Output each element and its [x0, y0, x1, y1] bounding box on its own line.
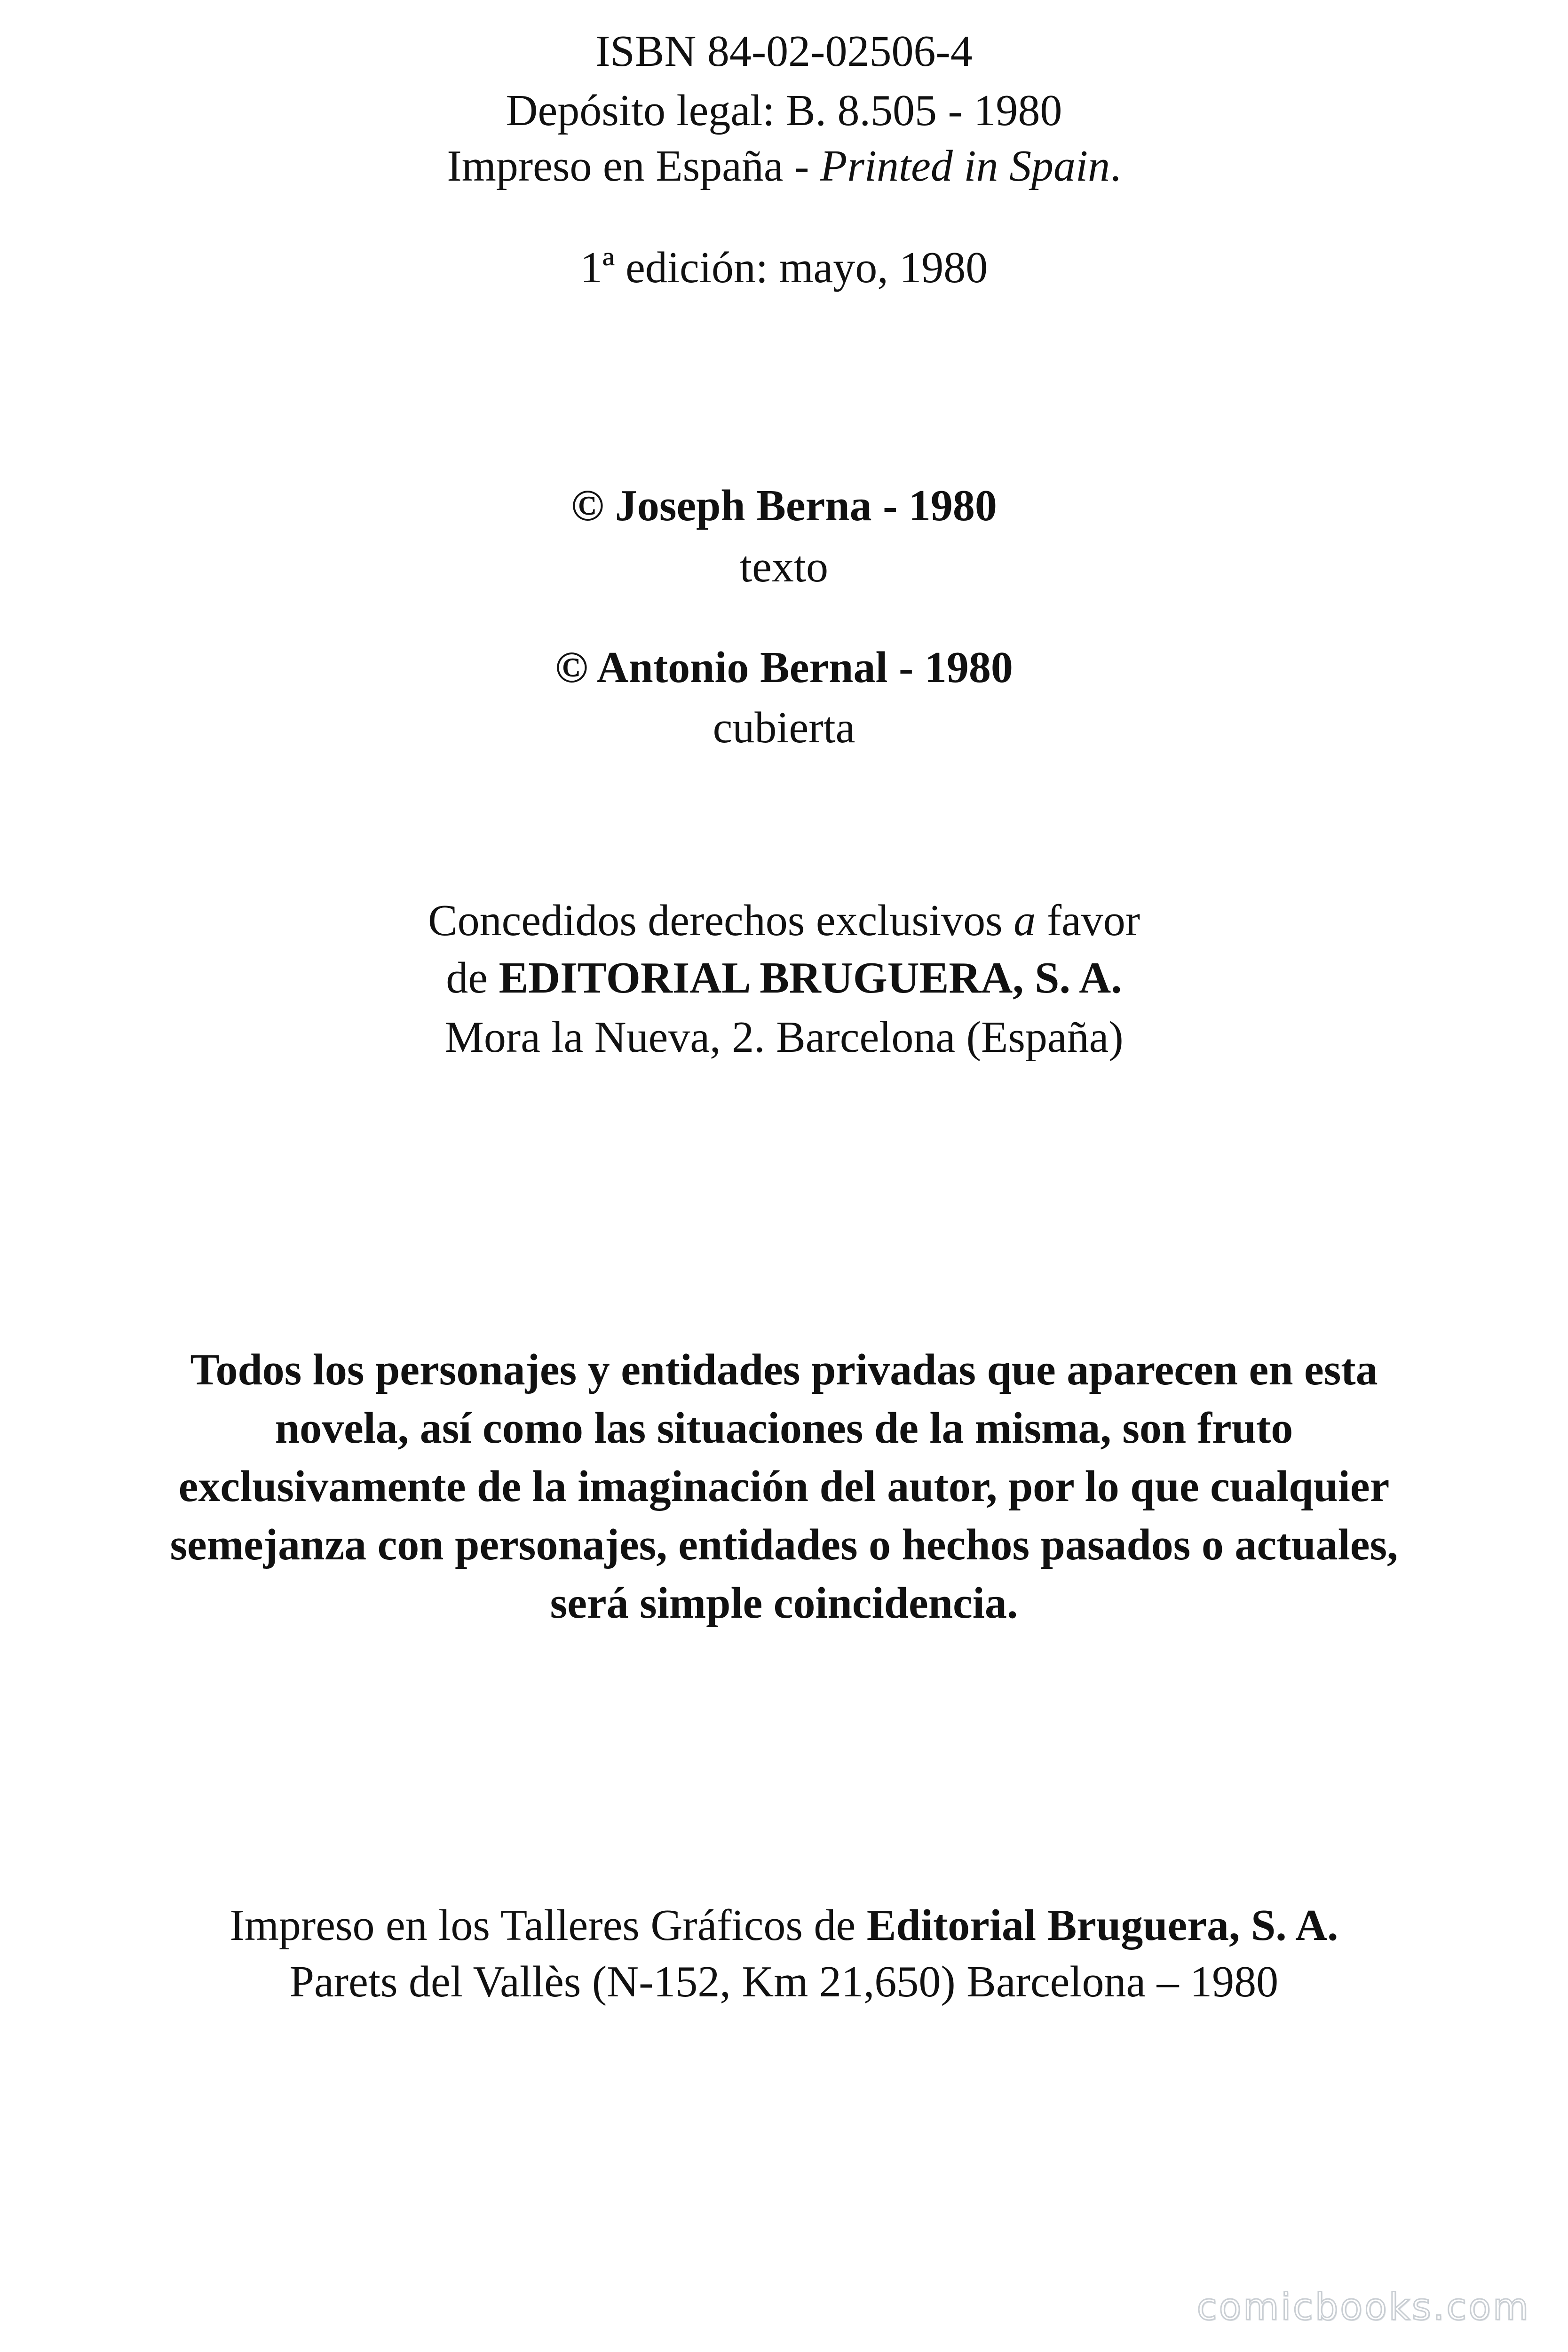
text-copyright: © Joseph Berna - 1980: [571, 481, 997, 530]
fiction-disclaimer: [0, 1341, 1568, 1632]
disclaimer-line: novela, así como las situaciones de la misma, son fruto: [275, 1404, 1293, 1453]
printed-in-line: [0, 142, 1568, 191]
disclaimer-line: semejanza con personajes, entidades o hechos pasados o actuales,: [170, 1520, 1398, 1569]
site-watermark: comicbooks.com: [1196, 2286, 1530, 2328]
rights-text: Concedidos derechos exclusivos: [428, 896, 1014, 945]
printed-in-english: Printed in Spain: [820, 142, 1110, 191]
rights-text-end: favor: [1036, 896, 1140, 945]
printer-address: Parets del Vallès (N-152, Km 21,650) Barcelona – 1980: [289, 1957, 1279, 2006]
edition-line: 1ª edición: mayo, 1980: [580, 243, 988, 292]
rights-line-1: [0, 898, 1568, 943]
isbn-line: ISBN 84-02-02506-4: [595, 27, 973, 76]
printer-text: Impreso en los Talleres Gráficos de: [230, 1901, 867, 1950]
deposito-legal-line: Depósito legal: B. 8.505 - 1980: [506, 86, 1062, 135]
printed-in-period: .: [1110, 142, 1121, 191]
rights-prefix: de: [446, 954, 499, 1002]
printer-line-1: [0, 1901, 1568, 1950]
disclaimer-line: Todos los personajes y entidades privadas que aparecen en esta: [190, 1345, 1378, 1394]
rights-line-2: [0, 956, 1568, 1000]
text-role: texto: [740, 542, 828, 591]
printer-name: Editorial Bruguera, S. A.: [866, 1901, 1338, 1950]
publisher-name: EDITORIAL BRUGUERA, S. A.: [499, 954, 1122, 1002]
rights-italic-word: a: [1014, 896, 1036, 945]
disclaimer-line: exclusivamente de la imaginación del autor, por lo que cualquier: [178, 1462, 1390, 1511]
disclaimer-line: será simple coincidencia.: [550, 1579, 1018, 1628]
printed-in-spanish: Impreso en España -: [447, 142, 820, 191]
cover-copyright: © Antonio Bernal - 1980: [555, 643, 1013, 692]
publisher-address: Mora la Nueva, 2. Barcelona (España): [444, 1013, 1124, 1062]
cover-role: cubierta: [713, 703, 855, 752]
